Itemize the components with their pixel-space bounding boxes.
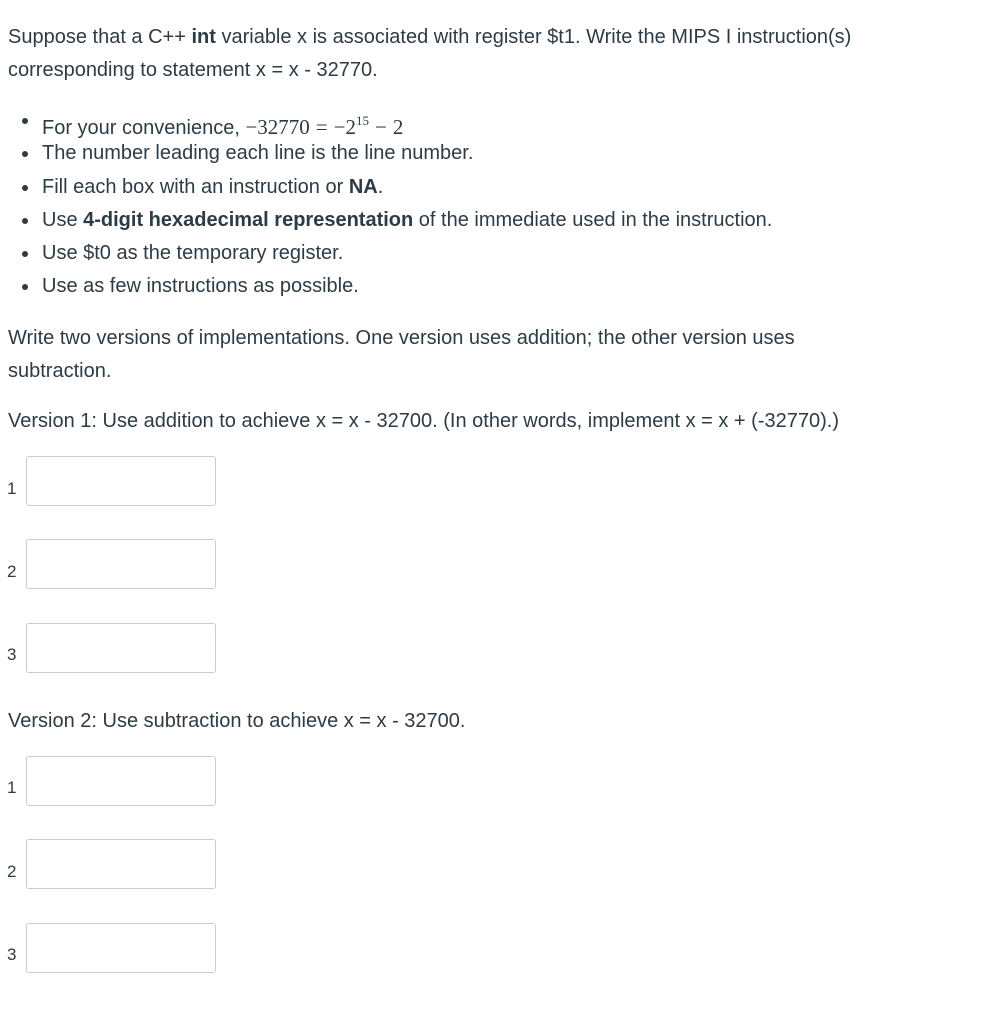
instructions-line-1: Write two versions of implementations. One version uses addition; the other version uses: [8, 327, 795, 349]
version1-line-number-3: 3: [7, 645, 17, 664]
hint-convenience: For your convenience, $-32770 = -2^{15} - 2$: [8, 104, 772, 137]
hint-fill-box: Fill each box with an instruction or NA.: [8, 171, 772, 204]
int-keyword: int: [191, 26, 216, 48]
version1-answer-input-1[interactable]: [26, 456, 216, 506]
hint-line-number: The number leading each line is the line number.: [8, 137, 772, 170]
hint-few-instructions: Use as few instructions as possible.: [8, 270, 772, 303]
version1-line-number-2: 2: [7, 562, 17, 581]
instructions-line-2: subtraction.: [8, 360, 112, 382]
hint-temp-register: Use $t0 as the temporary register.: [8, 237, 772, 270]
version2-heading: Version 2: Use subtraction to achieve x = x - 32700.: [8, 710, 466, 732]
question-text-line-2: corresponding to statement x = x - 32770.: [8, 59, 378, 81]
version2-line-number-2: 2: [7, 862, 17, 881]
question-text-line-1: Suppose that a C++ int variable x is associated with register $t1. Write the MIPS I instruction(s): [8, 26, 852, 48]
version2-answer-input-3[interactable]: [26, 923, 216, 973]
version2-line-number-3: 3: [7, 945, 17, 964]
hint-hex: Use 4-digit hexadecimal representation of the immediate used in the instruction.: [8, 204, 772, 237]
hint-list: [8, 104, 772, 304]
version2-answer-input-2[interactable]: [26, 839, 216, 889]
version2-answer-input-1[interactable]: [26, 756, 216, 806]
version1-answer-input-2[interactable]: [26, 539, 216, 589]
version1-line-number-1: 1: [7, 479, 17, 498]
version2-line-number-1: 1: [7, 778, 17, 797]
version1-heading: Version 1: Use addition to achieve x = x - 32700. (In other words, implement x = x + (-32770).): [8, 410, 839, 432]
math-expression: $-32770 = -2^{15} - 2$: [245, 113, 404, 139]
version1-answer-input-3[interactable]: [26, 623, 216, 673]
